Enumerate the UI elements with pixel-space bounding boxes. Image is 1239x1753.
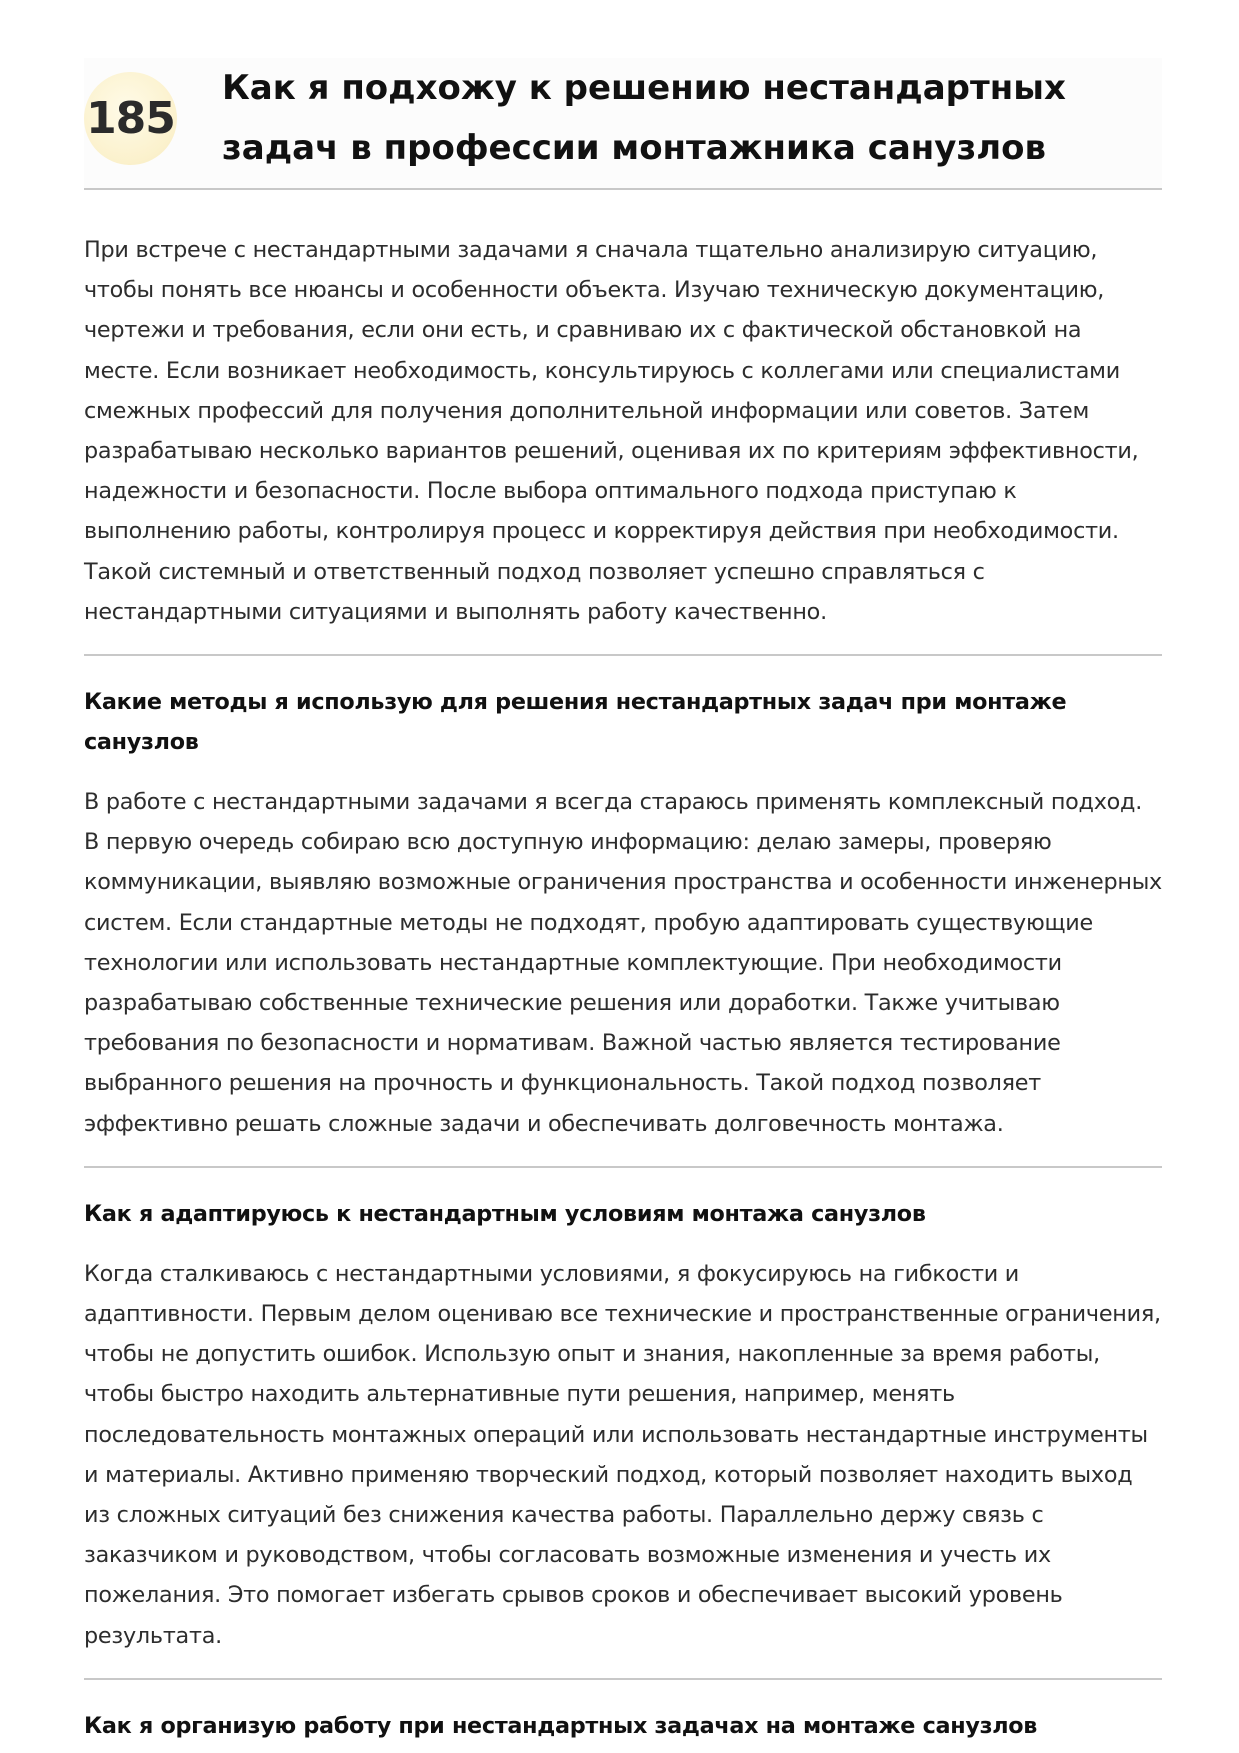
intro-section xyxy=(84,190,1162,656)
document-page xyxy=(84,58,1162,1746)
adaptation-paragraph: Когда сталкиваюсь с нестандартными условиями, я фокусируюсь на гибкости и адаптивности. Первым делом оцениваю все технические и пространственные ограничения, чтобы не допустить ошибок. Использую опыт и знания, накопленные за время работы, чтобы быстро находить альтернативные пути решения, например, менять последовательность монтажных операций или использовать нестандартные инструменты и материалы. Активно применяю творческий подход, который позволяет находить выход из сложных ситуаций без снижения качества работы. Параллельно держу связь с заказчиком и руководством, чтобы согласовать возможные изменения и учесть их пожелания. Это помогает избегать срывов сроков и обеспечивает высокий уровень результата. xyxy=(84,1260,1161,1649)
page-title: Как я подхожу к решению нестандартных задач в профессии монтажника санузлов xyxy=(222,68,1066,168)
adaptation-heading: Как я адаптируюсь к нестандартным условиям монтажа санузлов xyxy=(84,1200,926,1227)
methods-heading: Какие методы я использую для решения нестандартных задач при монтаже санузлов xyxy=(84,689,1067,756)
organization-heading: Как я организую работу при нестандартных задачах на монтаже санузлов xyxy=(84,1712,1038,1739)
question-number-badge: 185 xyxy=(84,72,177,165)
methods-section xyxy=(84,656,1162,1168)
methods-paragraph: В работе с нестандартными задачами я всегда стараюсь применять комплексный подход. В первую очередь собираю всю доступную информацию: делаю замеры, проверяю коммуникации, выявляю возможные ограничения пространства и особенности инженерных систем. Если стандартные методы не подходят, пробую адаптировать существующие технологии или использовать нестандартные комплектующие. При необходимости разрабатываю собственные технические решения или доработки. Также учитываю требования по безопасности и нормативам. Важной частью является тестирование выбранного решения на прочность и функциональность. Такой подход позволяет эффективно решать сложные задачи и обеспечивать долговечность монтажа. xyxy=(84,789,1162,1137)
page-header xyxy=(84,58,1162,190)
adaptation-section xyxy=(84,1168,1162,1680)
organization-section xyxy=(84,1680,1162,1746)
intro-paragraph: При встрече с нестандартными задачами я сначала тщательно анализирую ситуацию, чтобы понять все нюансы и особенности объекта. Изучаю техническую документацию, чертежи и требования, если они есть, и сравниваю их с фактической обстановкой на месте. Если возникает необходимость, консультируюсь с коллегами или специалистами смежных профессий для получения дополнительной информации или советов. Затем разрабатываю несколько вариантов решений, оценивая их по критериям эффективности, надежности и безопасности. После выбора оптимального подхода приступаю к выполнению работы, контролируя процесс и корректируя действия при необходимости. Такой системный и ответственный подход позволяет успешно справляться с нестандартными ситуациями и выполнять работу качественно. xyxy=(84,237,1139,625)
